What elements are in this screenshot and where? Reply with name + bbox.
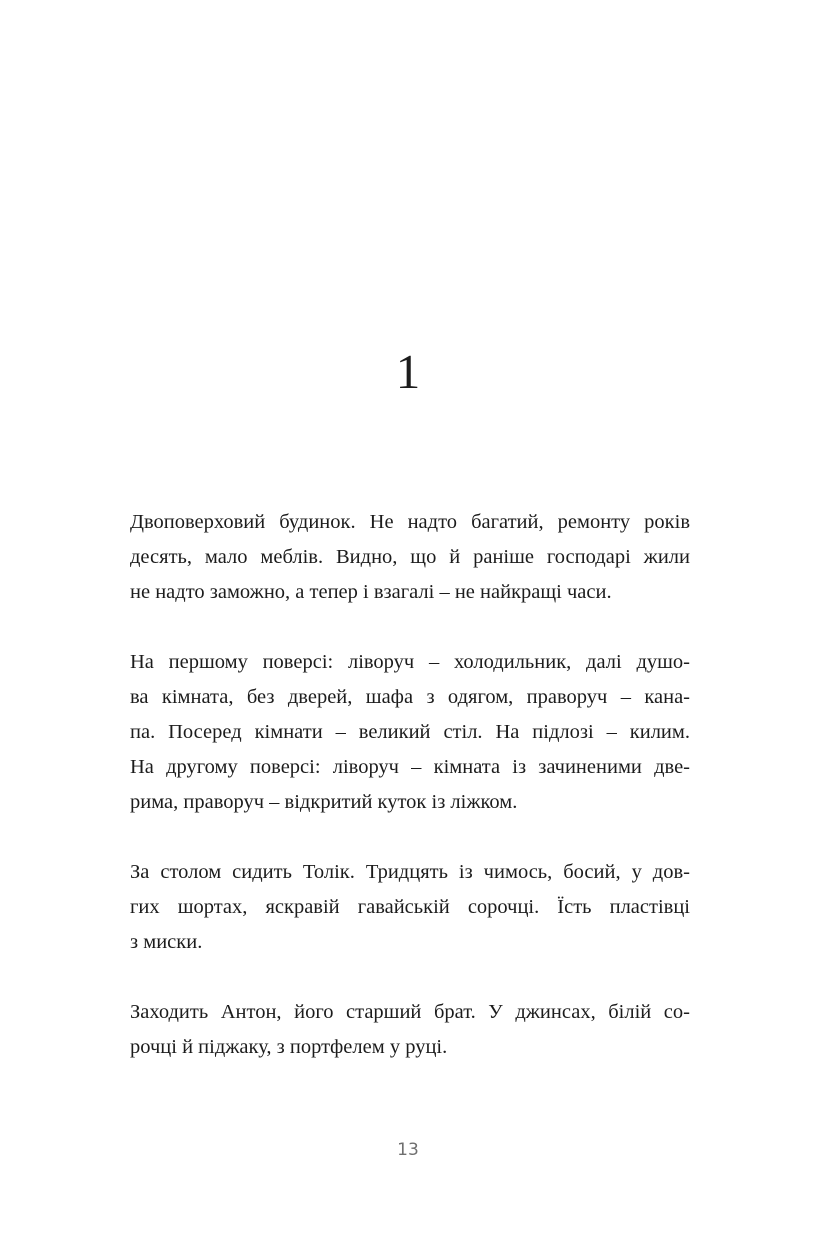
paragraph: [130, 855, 690, 960]
text-line: не надто заможно, а тепер і взагалі – не найкращі часи.: [130, 581, 612, 603]
text-line: десять, мало меблів. Видно, що й раніше господарі жили: [130, 546, 690, 568]
text-line: За столом сидить Толік. Тридцять із чимось, босий, у дов-: [130, 861, 690, 883]
text-line: рочці й піджаку, з портфелем у руці.: [130, 1036, 448, 1058]
text-line: гих шортах, яскравій гавайській сорочці. Їсть пластівці: [130, 896, 690, 918]
text-line: з миски.: [130, 931, 203, 953]
page-number: 13: [397, 1140, 419, 1160]
text-block: [130, 505, 690, 1100]
text-line: ва кімната, без дверей, шафа з одягом, праворуч – кана-: [130, 686, 690, 708]
text-line: На першому поверсі: ліворуч – холодильник, далі душо-: [130, 651, 690, 673]
paragraph: [130, 645, 690, 820]
text-line: па. Посеред кімнати – великий стіл. На підлозі – килим.: [130, 721, 690, 743]
text-line: Двоповерховий будинок. Не надто багатий, ремонту років: [130, 511, 690, 533]
text-line: рима, праворуч – відкритий куток із ліжком.: [130, 791, 518, 813]
chapter-number: 1: [395, 344, 421, 399]
text-line: Заходить Антон, його старший брат. У джинсах, білій со-: [130, 1001, 690, 1023]
text-line: На другому поверсі: ліворуч – кімната із зачиненими две-: [130, 756, 690, 778]
paragraph: [130, 505, 690, 610]
paragraph: [130, 995, 690, 1065]
